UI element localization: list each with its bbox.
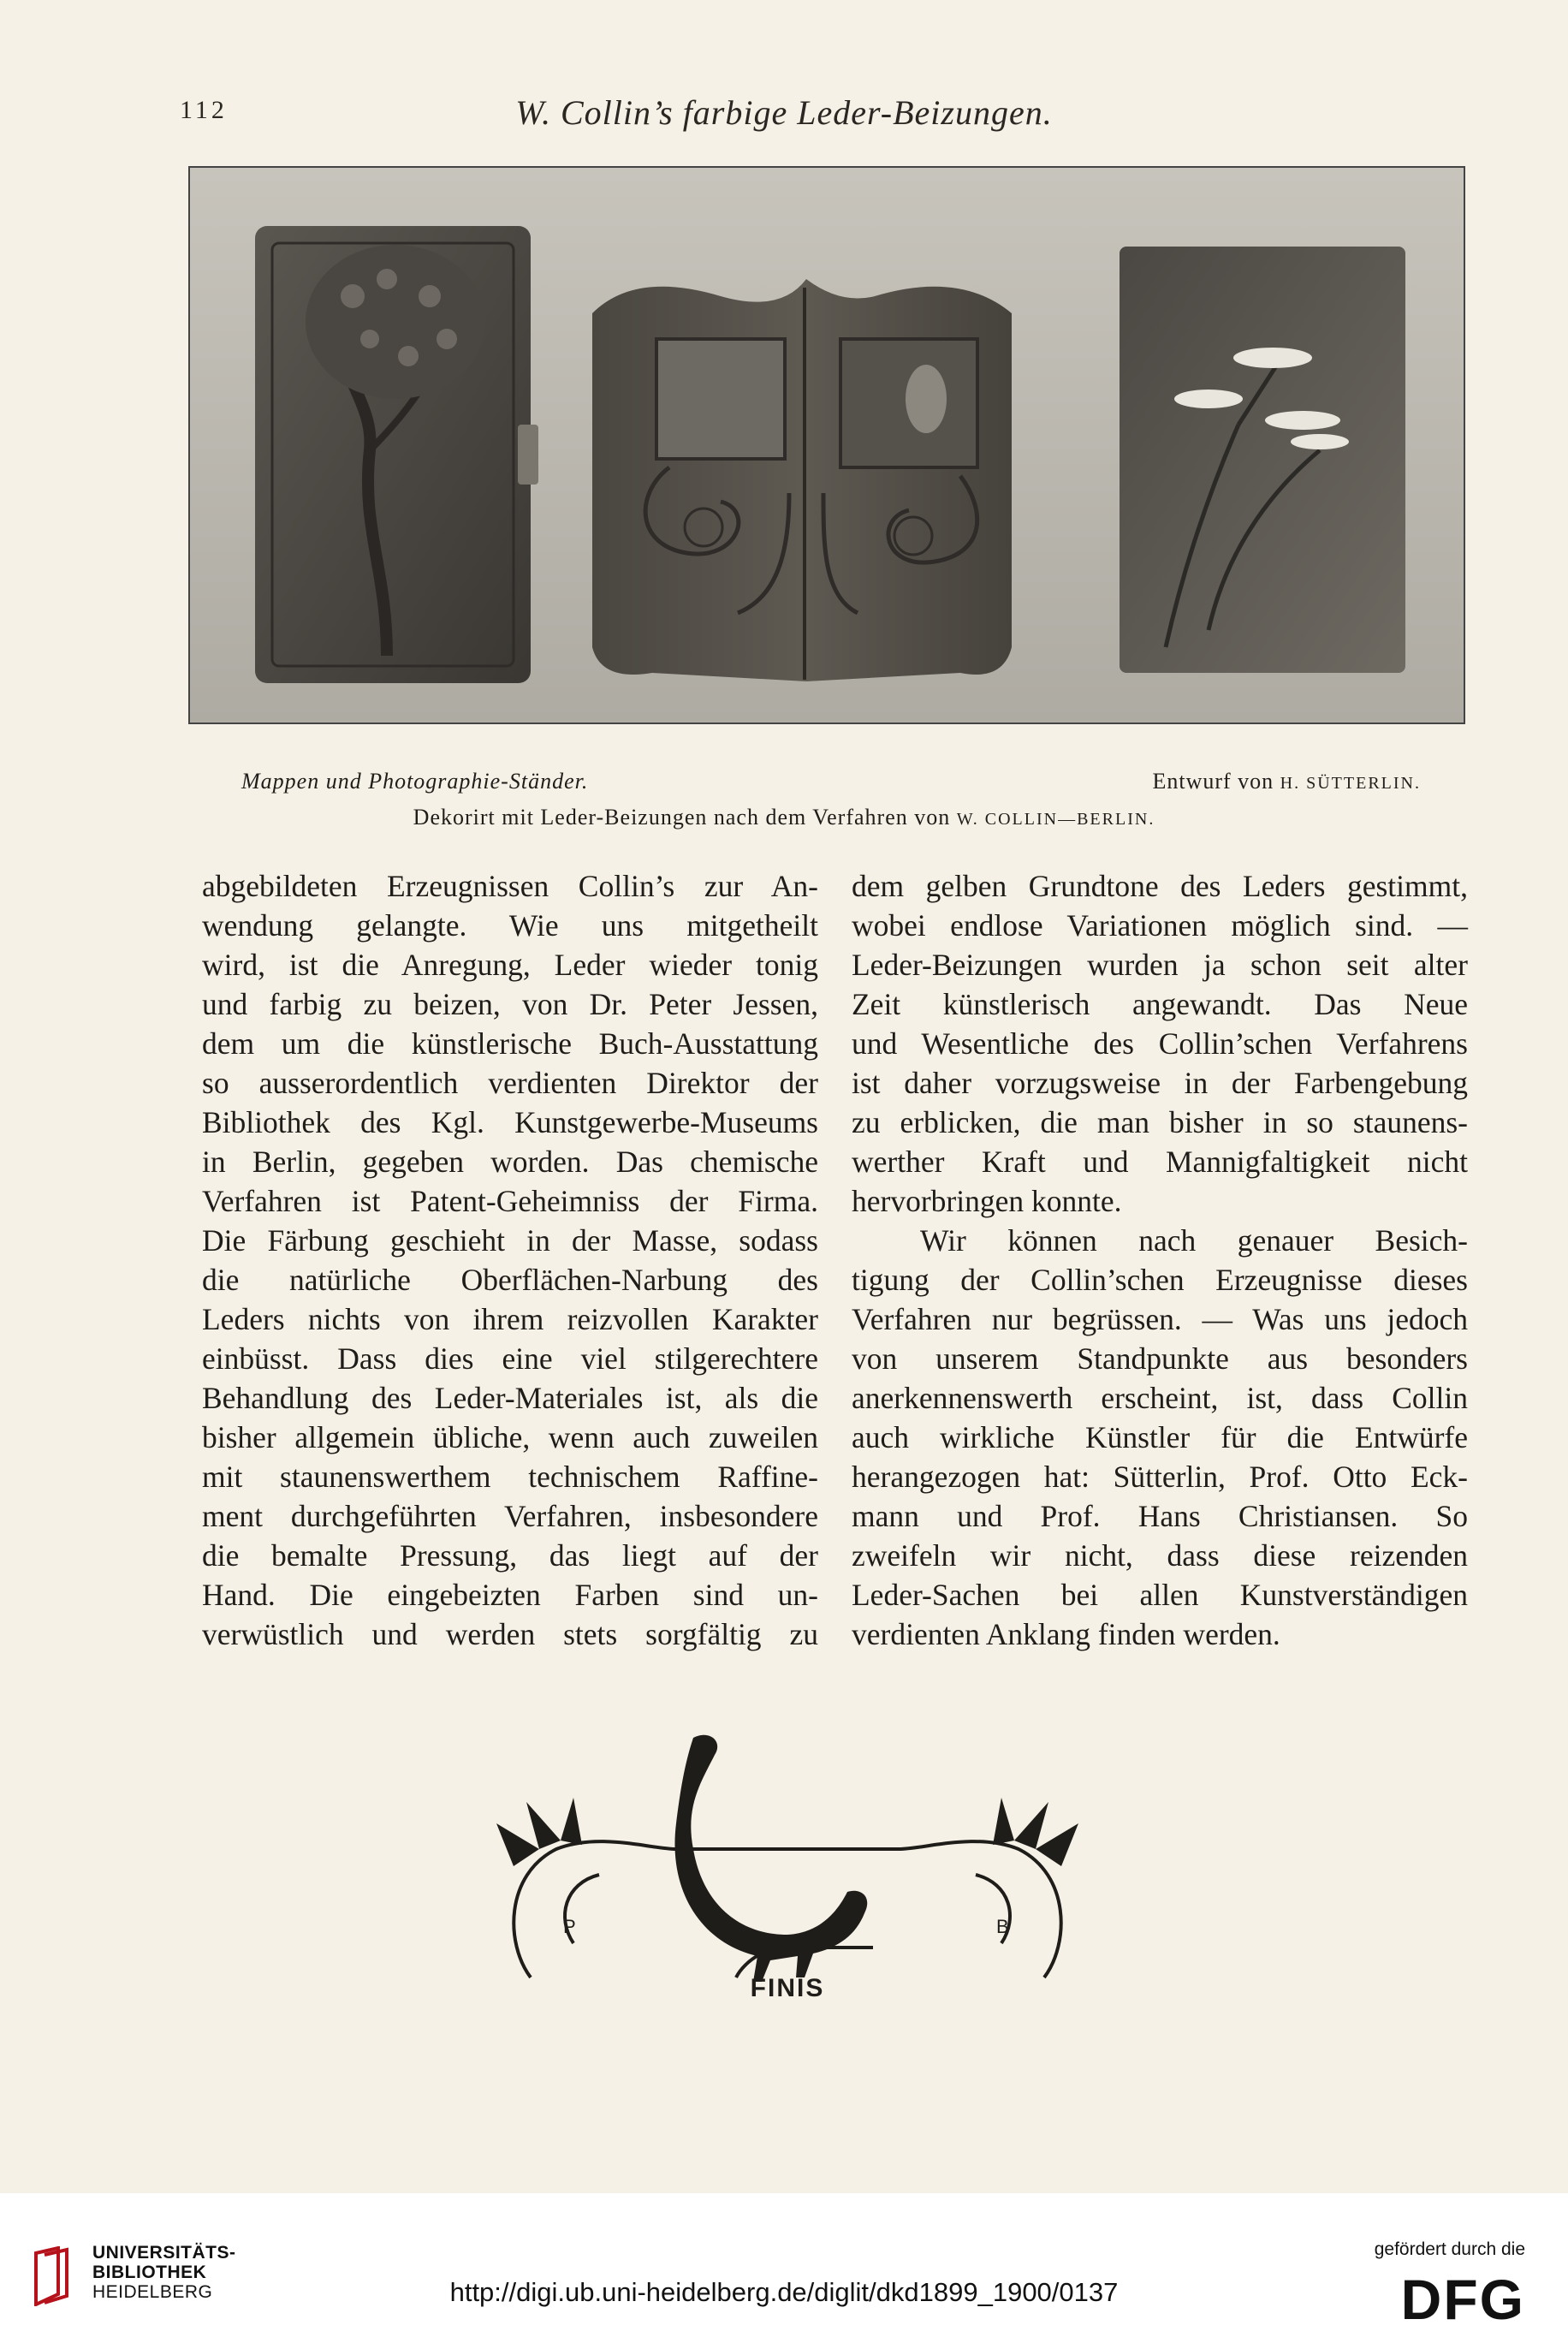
text-line: dem um die künstlerische Buch-Ausstattung: [202, 1026, 818, 1061]
text-line: verdienten Anklang finden werden.: [852, 1617, 1280, 1651]
text-line: so ausserordentlich verdienten Direktor der: [202, 1066, 818, 1100]
body-column-left: [202, 866, 818, 1654]
text-line: die natürliche Oberflächen-Narbung des: [202, 1263, 818, 1297]
text-line: ist daher vorzugsweise in der Farbengebung: [852, 1066, 1468, 1100]
dfg-logo: DFG: [1400, 2268, 1525, 2331]
text-line: dem gelben Grundtone des Leders gestimmt,: [852, 869, 1468, 903]
digitization-footer: [0, 2193, 1568, 2349]
monogram-right: B: [996, 1916, 1009, 1937]
text-line: tigung der Collin’schen Erzeugnisse dieses: [852, 1263, 1468, 1297]
monogram-left: P: [563, 1916, 576, 1937]
text-line: Leders nichts von ihrem reizvollen Karakter: [202, 1302, 818, 1336]
text-line: die bemalte Pressung, das liegt auf der: [202, 1538, 818, 1573]
photo-plate: [188, 166, 1465, 724]
text-line: bisher allgemein übliche, wenn auch zuweilen: [202, 1420, 818, 1454]
text-line: anerkennenswerth erscheint, ist, dass Collin: [852, 1381, 1468, 1415]
body-column-right: [852, 866, 1468, 1654]
text-line: Verfahren ist Patent-Geheimniss der Firma.: [202, 1184, 818, 1218]
text-line: Bibliothek des Kgl. Kunstgewerbe-Museums: [202, 1105, 818, 1139]
permalink-url[interactable]: http://digi.ub.uni-heidelberg.de/diglit/dkd1899_1900/0137: [449, 2277, 1119, 2307]
figure-caption-left: Mappen und Photographie-Ständer.: [241, 769, 589, 794]
text-line: einbüsst. Dass dies eine viel stilgerechtere: [202, 1341, 818, 1376]
caption-designer-prefix: Entwurf von: [1152, 769, 1274, 794]
text-line: mit staunenswerthem technischem Raffine-: [202, 1460, 818, 1494]
leather-objects-photo: [190, 168, 1464, 723]
text-line: Behandlung des Leder-Materiales ist, als die: [202, 1381, 818, 1415]
page-number: 112: [180, 96, 228, 124]
figure-caption-right: [1152, 769, 1421, 794]
text-line: ment durchgeführten Verfahren, insbesondere: [202, 1499, 818, 1533]
text-line: von unserem Standpunkte aus besonders: [852, 1341, 1468, 1376]
text-line: und Wesentliche des Collin’schen Verfahrens: [852, 1026, 1468, 1061]
finis-vignette: [479, 1721, 1096, 2012]
caption-method-prefix: Dekorirt mit Leder-Beizungen nach dem Verfahren von: [413, 805, 951, 830]
text-line: verwüstlich und werden stets sorgfältig zu: [202, 1617, 818, 1651]
text-line: herangezogen hat: Sütterlin, Prof. Otto Eck-: [852, 1460, 1468, 1494]
text-line: Die Färbung geschieht in der Masse, sodass: [202, 1223, 818, 1258]
text-line-indented: Wir können nach genauer Besich-: [920, 1223, 1468, 1258]
folder-right: [1120, 247, 1405, 673]
text-line: in Berlin, gegeben worden. Das chemische: [202, 1145, 818, 1179]
library-line-2: BIBLIOTHEK: [92, 2263, 207, 2282]
hen-ornament: [479, 1721, 1096, 2012]
library-line-3: HEIDELBERG: [92, 2282, 213, 2302]
text-line: wobei endlose Variationen möglich sind. —: [852, 908, 1468, 943]
library-line-1: UNIVERSITÄTS-: [92, 2243, 236, 2263]
figure-caption-center: [0, 805, 1568, 830]
text-line: werther Kraft und Mannigfaltigkeit nicht: [852, 1145, 1468, 1179]
running-head: [0, 92, 1568, 135]
caption-designer-name: H. SÜTTERLIN.: [1280, 774, 1421, 793]
text-line: und farbig zu beizen, von Dr. Peter Jessen,: [202, 987, 818, 1021]
text-line: Leder-Beizungen wurden ja schon seit alter: [852, 948, 1468, 982]
text-line: hervorbringen konnte.: [852, 1184, 1122, 1218]
text-line: auch wirkliche Künstler für die Entwürfe: [852, 1420, 1468, 1454]
running-title: W. Collin’s farbige Leder-Beizungen.: [515, 93, 1053, 132]
photo-stand-middle: [592, 279, 1012, 681]
text-line: Verfahren nur begrüssen. — Was uns jedoch: [852, 1302, 1468, 1336]
caption-company-name: W. COLLIN—BERLIN.: [956, 810, 1155, 829]
text-line: Zeit künstlerisch angewandt. Das Neue: [852, 987, 1468, 1021]
text-line: abgebildeten Erzeugnissen Collin’s zur An-: [202, 869, 818, 903]
text-line: wird, ist die Anregung, Leder wieder tonig: [202, 948, 818, 982]
finis-word: FINIS: [750, 1974, 825, 2002]
text-line: Hand. Die eingebeizten Farben sind un-: [202, 1578, 818, 1612]
text-line: Leder-Sachen bei allen Kunstverständigen: [852, 1578, 1468, 1612]
text-line: zu erblicken, die man bisher in so staunens-: [852, 1105, 1468, 1139]
funding-note: gefördert durch die: [1374, 2239, 1525, 2259]
folder-left: [255, 226, 538, 683]
text-line: wendung gelangte. Wie uns mitgetheilt: [202, 908, 818, 943]
text-line: zweifeln wir nicht, dass diese reizenden: [852, 1538, 1468, 1573]
text-line: mann und Prof. Hans Christiansen. So: [852, 1499, 1468, 1533]
